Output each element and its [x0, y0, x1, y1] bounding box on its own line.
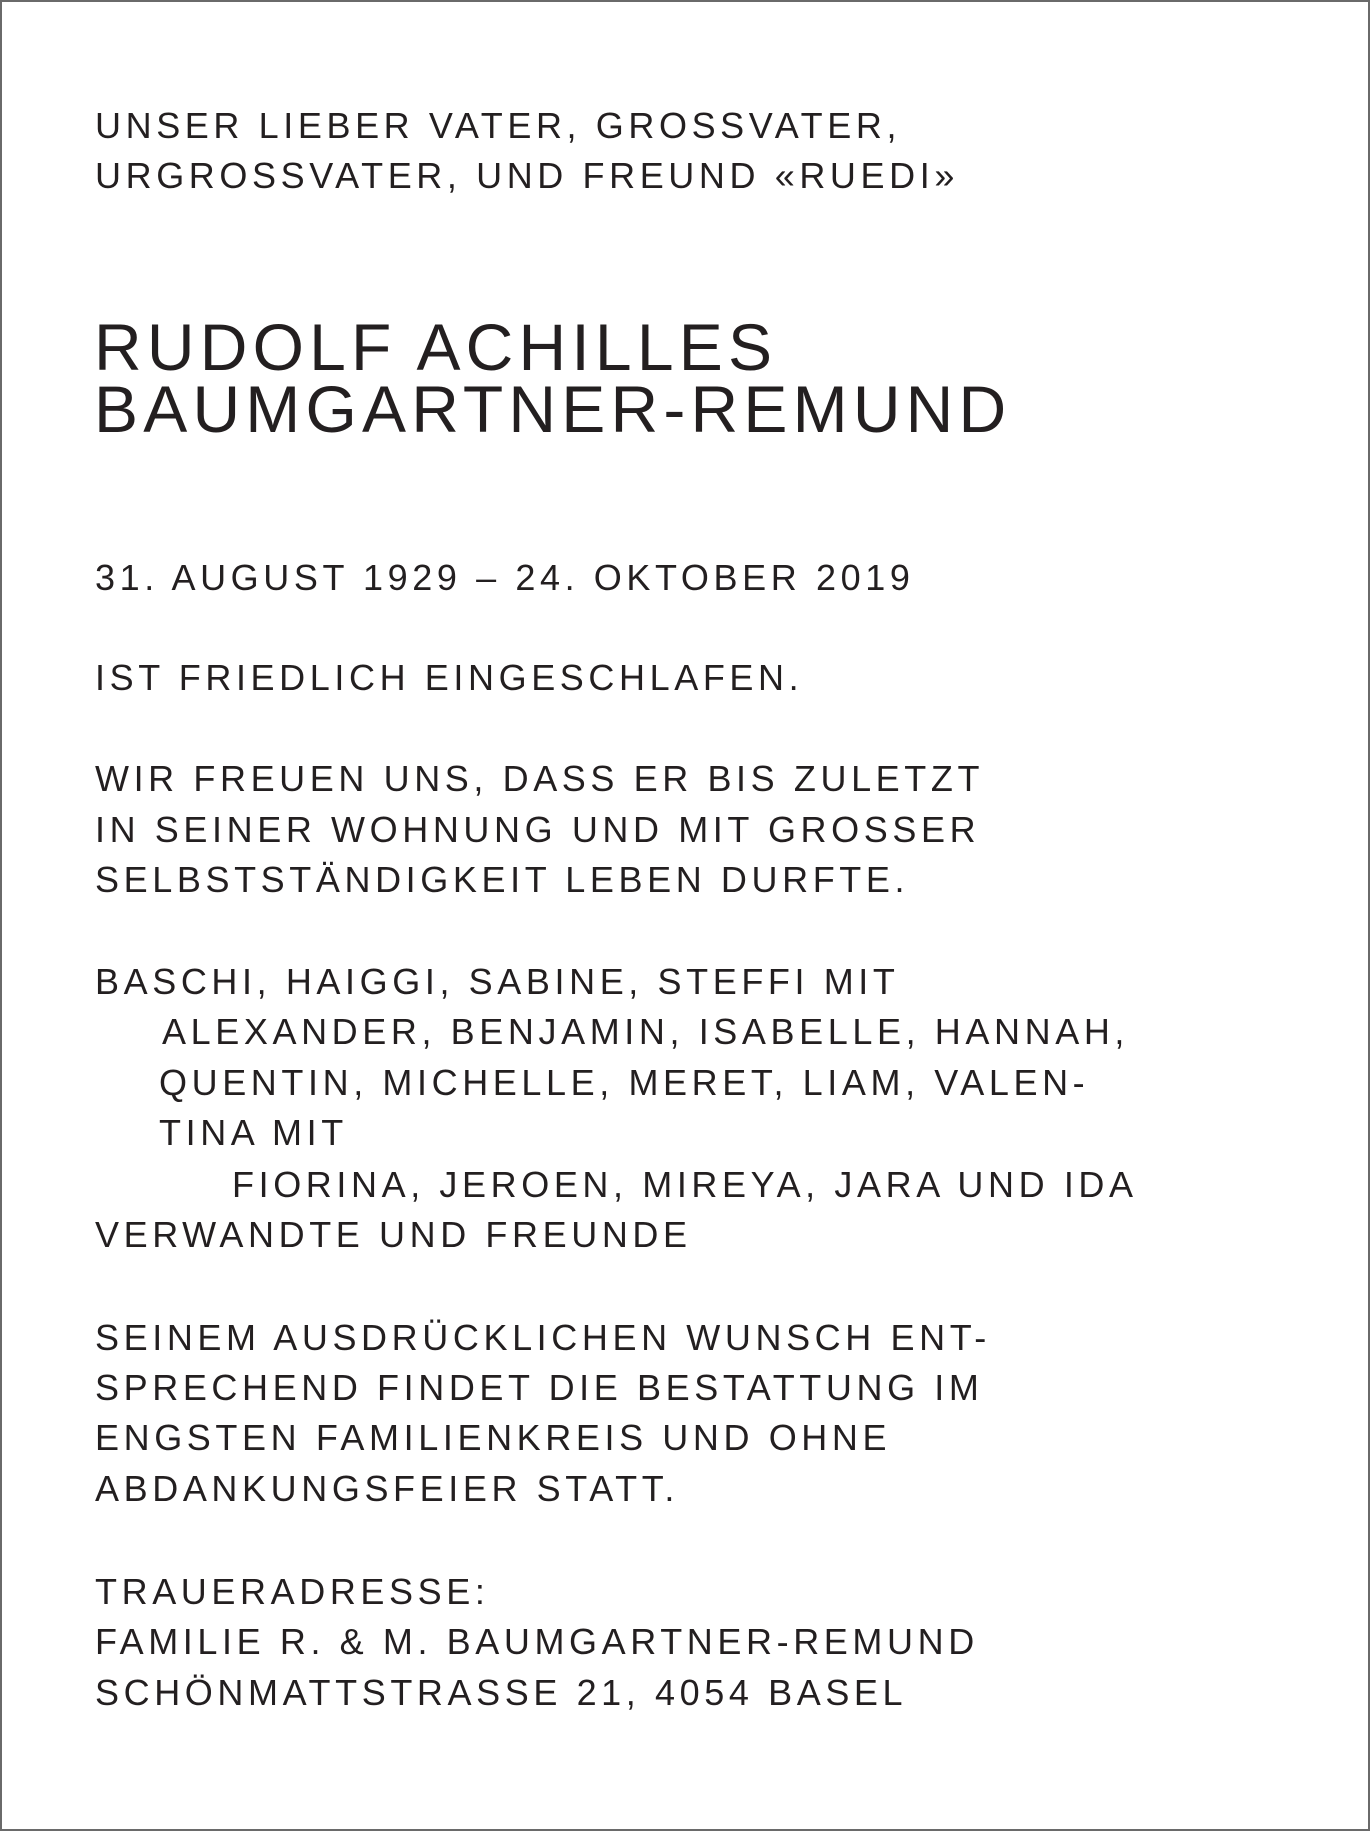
- intro-line-1: UNSER LIEBER VATER, GROSSVATER,: [95, 105, 902, 146]
- deceased-name-line-2: BAUMGARTNER-REMUND: [94, 372, 1012, 446]
- funeral-line-1: SEINEM AUSDRÜCKLICHEN WUNSCH ENT-: [95, 1317, 991, 1358]
- mourners-grandchildren-3: TINA MIT: [159, 1112, 348, 1153]
- mourners-grandchildren-1: ALEXANDER, BENJAMIN, ISABELLE, HANNAH,: [162, 1011, 1130, 1052]
- address-family: FAMILIE R. & M. BAUMGARTNER-REMUND: [95, 1621, 979, 1662]
- mourners-children: BASCHI, HAIGGI, SABINE, STEFFI MIT: [95, 961, 900, 1002]
- statement-line-3: SELBSTSTÄNDIGKEIT LEBEN DURFTE.: [95, 859, 910, 900]
- mourners-grandchildren-2: QUENTIN, MICHELLE, MERET, LIAM, VALEN-: [159, 1062, 1090, 1103]
- mourners-great-grandchildren: FIORINA, JEROEN, MIREYA, JARA UND IDA: [232, 1164, 1138, 1205]
- funeral-line-3: ENGSTEN FAMILIENKREIS UND OHNE: [95, 1417, 892, 1458]
- funeral-line-4: ABDANKUNGSFEIER STATT.: [95, 1468, 679, 1509]
- statement-line-2: IN SEINER WOHNUNG UND MIT GROSSER: [95, 809, 981, 850]
- life-dates: 31. AUGUST 1929 – 24. OKTOBER 2019: [95, 557, 915, 598]
- deceased-name-line-1: RUDOLF ACHILLES: [94, 310, 778, 384]
- passing-statement: IST FRIEDLICH EINGESCHLAFEN.: [95, 657, 804, 698]
- funeral-line-2: SPRECHEND FINDET DIE BESTATTUNG IM: [95, 1367, 984, 1408]
- address-label: TRAUERADRESSE:: [95, 1571, 490, 1612]
- address-street: SCHÖNMATTSTRASSE 21, 4054 BASEL: [95, 1672, 908, 1713]
- statement-line-1: WIR FREUEN UNS, DASS ER BIS ZULETZT: [95, 758, 985, 799]
- mourners-others: VERWANDTE UND FREUNDE: [95, 1214, 692, 1255]
- intro-line-2: URGROSSVATER, UND FREUND «RUEDI»: [95, 155, 959, 196]
